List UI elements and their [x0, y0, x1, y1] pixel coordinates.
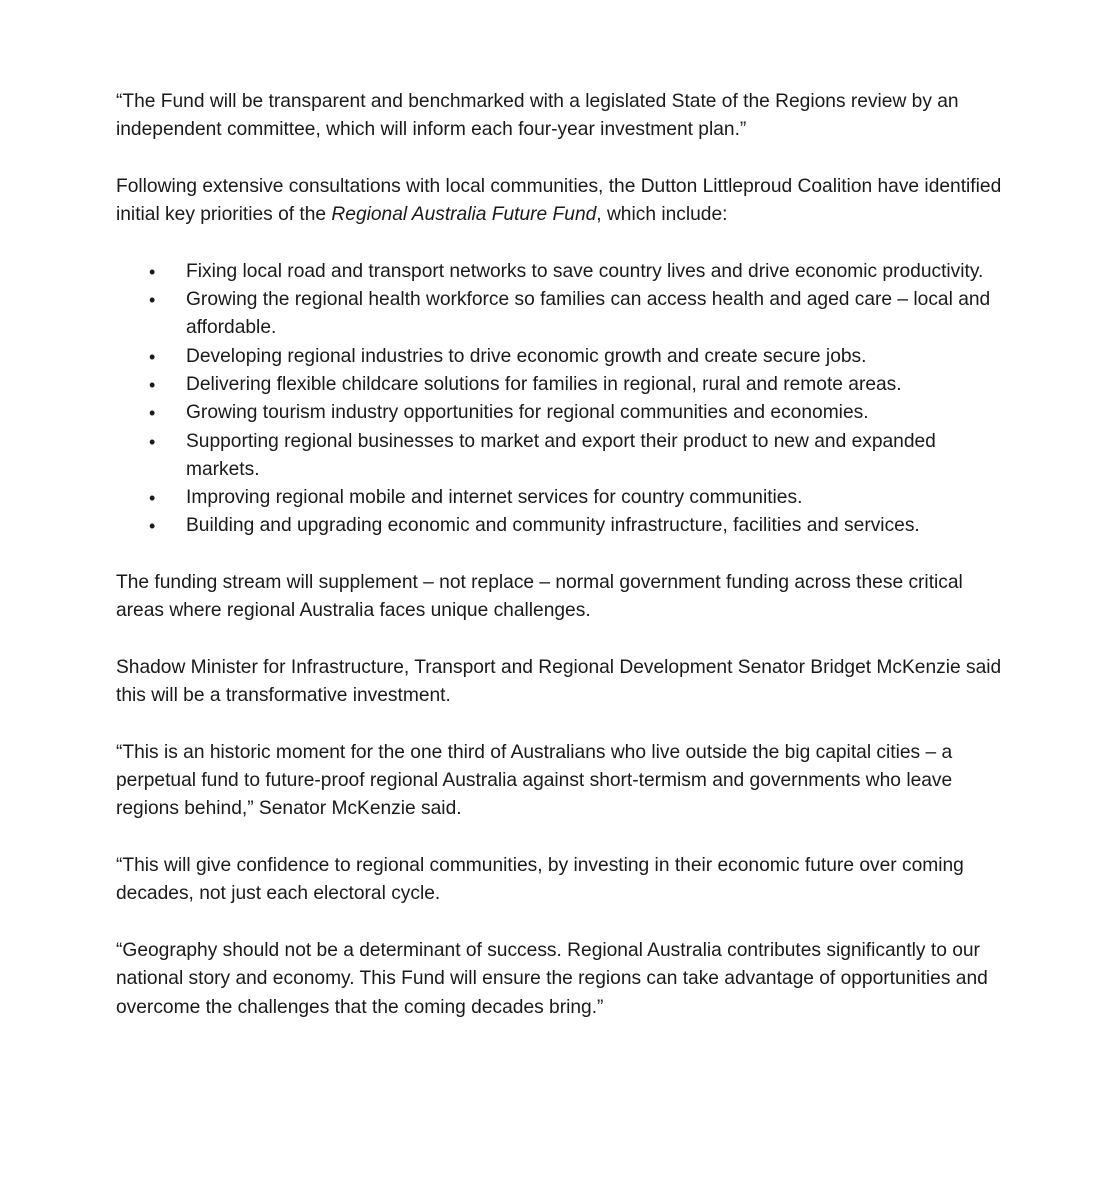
list-item-text: Developing regional industries to drive economic growth and create secure jobs.: [186, 345, 867, 367]
list-item-text: Growing tourism industry opportunities for regional communities and economies.: [186, 402, 869, 424]
list-item: [116, 428, 1006, 485]
list-item: [116, 484, 1006, 512]
bullet-icon: •: [149, 346, 156, 367]
bullet-icon: •: [149, 261, 156, 282]
paragraph-historic-moment: “This is an historic moment for the one third of Australians who live outside the big capital cities – a perpetual fund to future-proof regional Australia against short-termism and governments who leave regions behind,” Senator McKenzie said.: [116, 741, 953, 820]
fund-name-italic: Regional Australia Future Fund: [331, 204, 597, 226]
paragraph-geography: “Geography should not be a determinant of success. Regional Australia contributes significantly to our national story and economy. This Fund will ensure the regions can take advantage of opportunities and overcome the challenges that the coming decades bring.”: [116, 939, 988, 1018]
list-item: [116, 258, 1006, 286]
list-item-text: Delivering flexible childcare solutions for families in regional, rural and remote areas.: [186, 373, 902, 395]
paragraph-consultations: [116, 173, 1006, 230]
bullet-icon: •: [149, 290, 156, 311]
bullet-icon: •: [149, 403, 156, 424]
list-item: [116, 399, 1006, 427]
bullet-icon: •: [149, 488, 156, 509]
list-item: [116, 512, 1006, 540]
paragraph-consultations-tail: , which include:: [596, 204, 728, 226]
bullet-icon: •: [149, 374, 156, 395]
list-item: [116, 371, 1006, 399]
bullet-icon: •: [149, 516, 156, 537]
list-item-text: Fixing local road and transport networks to save country lives and drive economic productivity.: [186, 260, 984, 282]
paragraph-funding-stream: The funding stream will supplement – not replace – normal government funding across these critical areas where regional Australia faces unique challenges.: [116, 572, 963, 622]
priorities-list: [116, 258, 1006, 541]
list-item-text: Growing the regional health workforce so families can access health and aged care – local and affordable.: [186, 289, 991, 339]
paragraph-fund-transparency: “The Fund will be transparent and benchmarked with a legislated State of the Regions review by an independent committee, which will inform each four-year investment plan.”: [116, 91, 959, 141]
list-item: [116, 286, 1006, 343]
paragraph-confidence: “This will give confidence to regional communities, by investing in their economic future over coming decades, not just each electoral cycle.: [116, 855, 964, 905]
bullet-icon: •: [149, 431, 156, 452]
list-item-text: Improving regional mobile and internet services for country communities.: [186, 487, 803, 509]
paragraph-shadow-minister: Shadow Minister for Infrastructure, Transport and Regional Development Senator Bridget McKenzie said this will be a transformative investment.: [116, 656, 1002, 707]
list-item: [116, 343, 1006, 371]
list-item-text: Building and upgrading economic and community infrastructure, facilities and services.: [186, 515, 920, 537]
paragraph-consultations-text: Following extensive consultations with local communities, the Dutton Littleproud Coalition have identified initial key priorities of the: [116, 175, 1002, 226]
list-item-text: Supporting regional businesses to market and export their product to new and expanded markets.: [186, 430, 936, 480]
document-page: [116, 88, 1006, 1022]
